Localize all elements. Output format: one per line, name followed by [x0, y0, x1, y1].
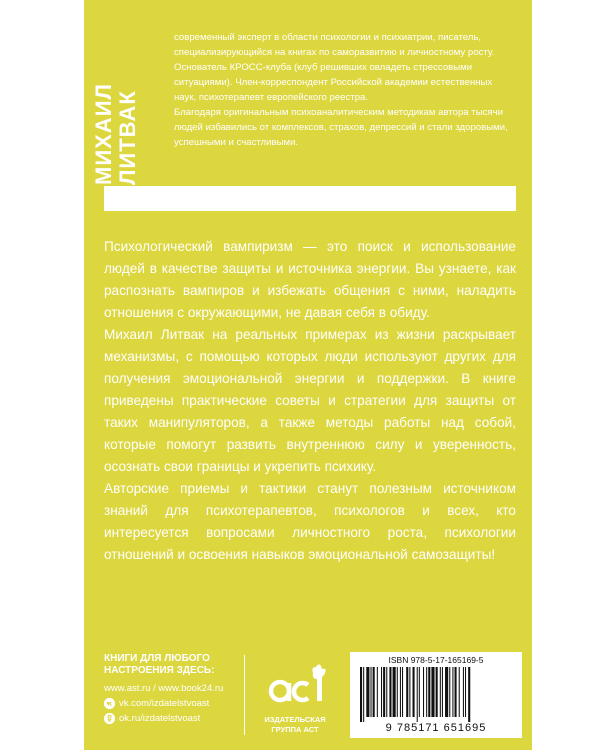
barcode-bar: [449, 667, 450, 717]
publisher-name: [256, 715, 334, 735]
barcode-bar: [436, 667, 438, 717]
barcode-bar: [371, 667, 372, 717]
barcode-bars: [356, 667, 516, 722]
bio-paragraph: Благодаря оригинальным психоаналитическим методикам автора тысячи людей избавились от комплексов, страхов, депрессий и стали здоровыми, успешными и счастливыми.: [174, 107, 508, 148]
bio-paragraph: современный эксперт в области психологии и психиатрии, писатель, специализирующийся на книгах по саморазвитию и личностному росту. Основатель КРОСС-клуба (клуб решивших овладеть стрессовыми ситуациями). Член-корреспондент Российской академии естественных наук, психотерапевт европейского реестра.: [174, 32, 495, 103]
barcode-bar: [409, 667, 410, 717]
barcode-bar: [360, 667, 362, 722]
back-cover: [84, 0, 532, 750]
barcode-bar: [423, 667, 424, 717]
ean-number: 9 785171 651695: [385, 722, 487, 734]
publisher-line: ИЗДАТЕЛЬСКАЯ: [264, 715, 326, 724]
isbn-text: ISBN 978-5-17-165169-5: [388, 655, 484, 665]
white-stripe: [104, 186, 516, 211]
barcode-bar: [455, 667, 457, 717]
barcode-bar: [463, 667, 464, 717]
barcode-bar: [440, 667, 441, 717]
ok-link[interactable]: [104, 711, 254, 726]
barcode-bar: [386, 667, 387, 717]
barcode-bar: [377, 667, 378, 717]
ok-icon: [104, 713, 115, 724]
barcode-bar: [373, 667, 375, 717]
barcode-bar: [428, 667, 430, 717]
barcode-bar: [397, 667, 398, 717]
barcode-bar: [363, 667, 364, 722]
description-paragraph: Михаил Литвак на реальных примерах из жизни раскрывает механизмы, с помощью которых люди используют других для получения эмоциональной энергии и поддержки. В книге приведены практические советы и стратегии для защиты от таких манипуляторов, а также методы работы над собой, которые помогут развить внутреннюю силу и уверенность, осознать свои границы и укрепить психику.: [104, 327, 516, 474]
barcode-bar: [402, 667, 403, 717]
description-paragraph: Авторские приемы и тактики станут полезным источником знаний для психотерапевтов, психологов и всех, кто интересуется вопросами личностного роста, психологии отношений и освоения навыков эмоциональной самозащиты!: [104, 481, 516, 562]
publisher-logo: [256, 655, 334, 740]
barcode-bar: [452, 667, 453, 717]
barcode-bar: [381, 667, 382, 717]
barcode-bar: [417, 667, 418, 722]
barcode-bar: [383, 667, 385, 717]
barcode-bar: [442, 667, 443, 717]
vk-link[interactable]: [104, 696, 254, 711]
ok-text: ok.ru/izdatelstvoast: [119, 713, 201, 724]
author-bio: [174, 30, 514, 150]
book-description: [104, 236, 516, 566]
ast-logo-icon: [256, 655, 334, 715]
description-paragraph: Психологический вампиризм — это поиск и использование людей в качестве защиты и источника энергии. Вы узнаете, как распознать вампиров и избежать общения с ними, наладить отношения с окружающими, не давая себя в обиду.: [104, 239, 516, 320]
barcode-bar: [419, 667, 420, 717]
links-heading-line: НАСТРОЕНИЯ ЗДЕСЬ:: [104, 665, 215, 676]
barcode-bar: [465, 667, 466, 717]
vk-text: vk.com/izdatelstvoast: [119, 698, 210, 709]
sites-link[interactable]: [104, 681, 254, 696]
footer-divider: [244, 655, 245, 735]
barcode-bar: [400, 667, 401, 717]
barcode-bar: [459, 667, 460, 717]
barcode-bar: [445, 667, 448, 717]
author-name: МИХАИЛ ЛИТВАК: [91, 83, 140, 185]
barcode-bar: [389, 667, 391, 717]
links-heading: [104, 653, 254, 677]
links-heading-line: КНИГИ ДЛЯ ЛЮБОГО: [104, 653, 210, 664]
barcode: [350, 652, 522, 738]
publisher-links: [104, 653, 254, 726]
barcode-bar: [413, 667, 415, 717]
barcode-bar: [406, 667, 408, 717]
publisher-line: ГРУППА АСТ: [271, 725, 319, 734]
vk-icon: [104, 698, 115, 709]
sites-text: www.ast.ru / www.book24.ru: [104, 683, 224, 694]
barcode-bar: [431, 667, 434, 717]
author-name-vertical: [92, 15, 144, 185]
barcode-bar: [468, 667, 470, 722]
barcode-bar: [426, 667, 427, 717]
barcode-bar: [366, 667, 369, 717]
barcode-bar: [393, 667, 396, 717]
